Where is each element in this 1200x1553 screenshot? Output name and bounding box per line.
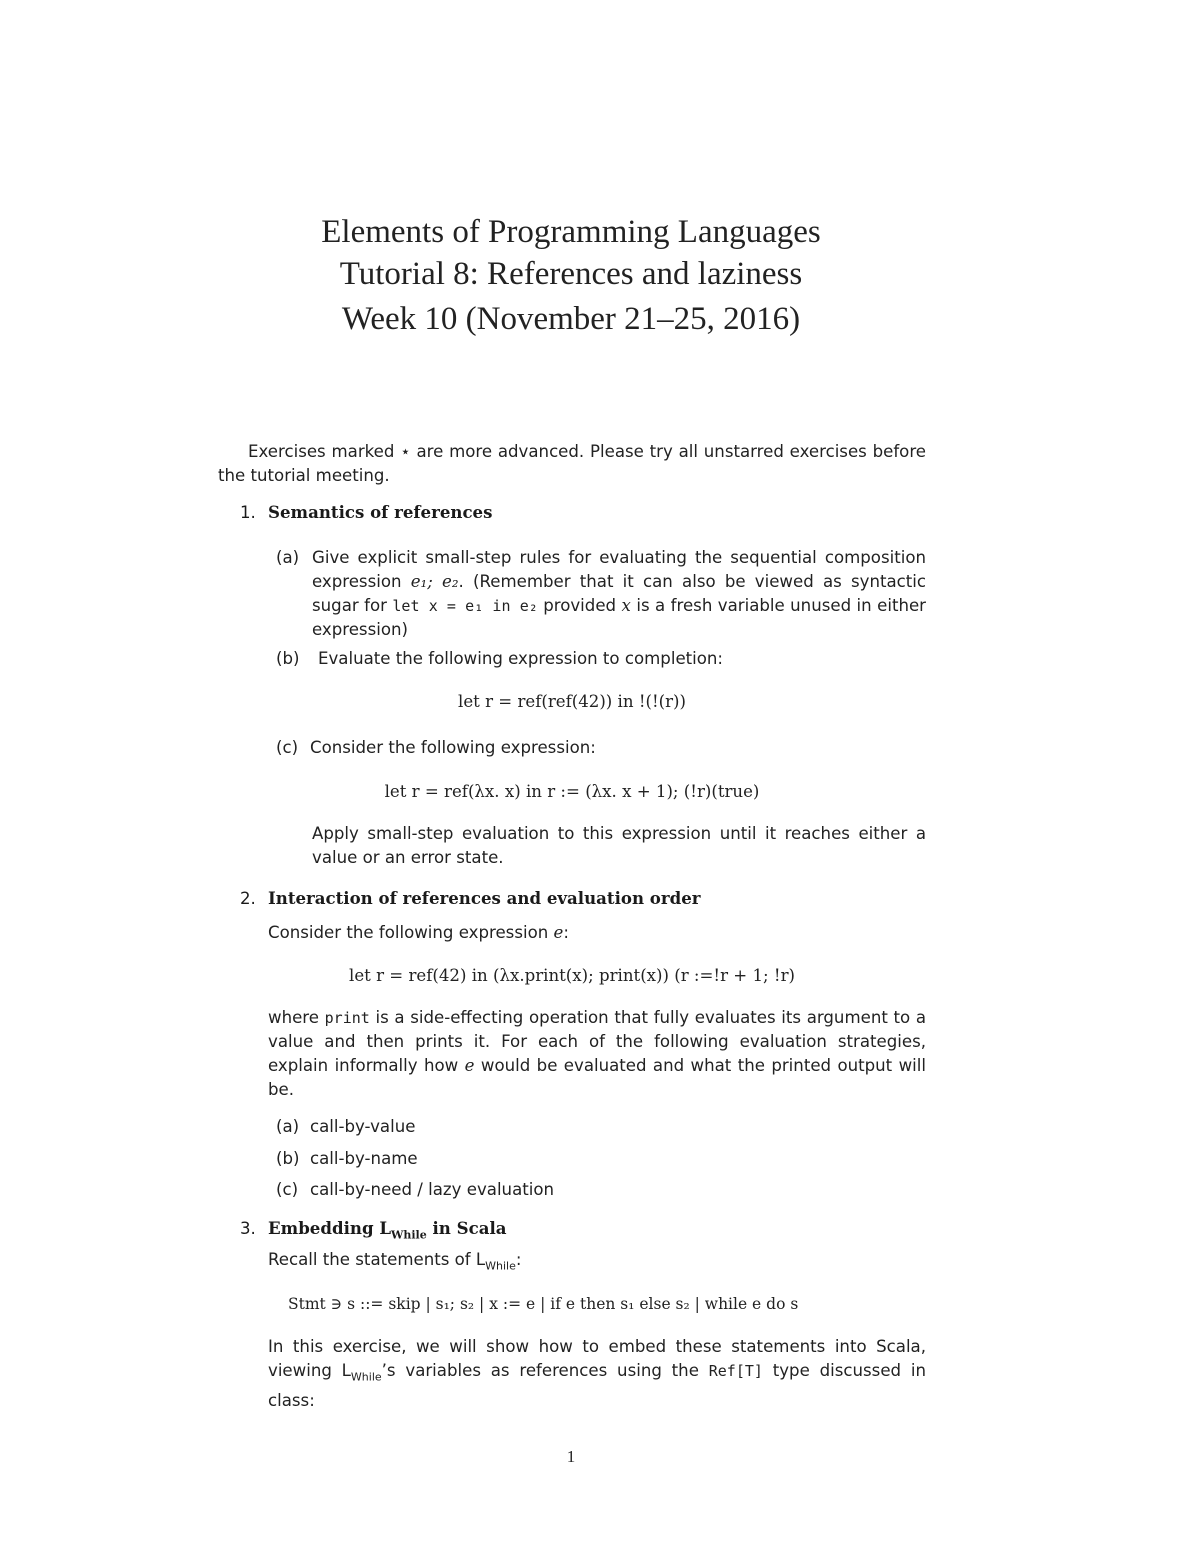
- q3-body: In this exercise, we will show how to embed these statements into Scala, viewing $L_{While}’s$ variables as references using the Ref[T] type discussed in class:: [268, 1337, 926, 1411]
- code-snippet: let x = e₁ in e₂: [392, 597, 538, 615]
- q1c-label: (c): [276, 738, 299, 757]
- q2b-label: (b): [276, 1149, 300, 1168]
- q2a-text: call-by-value: [310, 1117, 416, 1136]
- q2-where: where print is a side-effecting operation that fully evaluates its argument to a value and then prints it. For each of the following evaluation strategies, explain informally how e would be evaluated and what the printed output will be.: [268, 1008, 927, 1099]
- q1a-text: Give explicit small-step rules for evaluating the sequential composition expression e₁; e₂. (Remember that it can also be viewed as syntactic sugar for let x = e₁ in e₂ provided x is a fresh variable unused in either expression): [312, 548, 927, 639]
- q3-recall: Recall the statements of $L_{While}$:: [268, 1250, 522, 1273]
- q3-grammar: Stmt ∋ s ::= skip | s₁; s₂ | x := e | if e then s₁ else s₂ | while e do s: [288, 1295, 799, 1313]
- intro-paragraph: Exercises marked ⋆ are more advanced. Please try all unstarred exercises before the tutorial meeting.: [218, 442, 927, 485]
- document-subtitle: Tutorial 8: References and laziness: [339, 256, 803, 292]
- question-3-heading: 3. Embedding $L_{While}$ in Scala: [240, 1218, 507, 1242]
- q2-intro: Consider the following expression e:: [268, 923, 569, 942]
- page-number: 1: [566, 1447, 576, 1466]
- q1c-math: let r = ref(λx. x) in r := (λx. x + 1); (!r)(true): [384, 782, 760, 801]
- star-icon: ⋆: [400, 442, 411, 461]
- q2c-label: (c): [276, 1180, 299, 1199]
- question-1-heading: 1. Semantics of references: [240, 502, 493, 522]
- question-2-heading: 2. Interaction of references and evaluation order: [240, 888, 701, 908]
- q1c-after: Apply small-step evaluation to this expression until it reaches either a value or an error state.: [312, 824, 926, 867]
- q1a-label: (a): [276, 548, 300, 567]
- q2a-label: (a): [276, 1117, 300, 1136]
- document-week: Week 10 (November 21–25, 2016): [341, 301, 801, 337]
- q1c-text: Consider the following expression:: [310, 738, 596, 757]
- q2b-text: call-by-name: [310, 1149, 418, 1168]
- document-title: Elements of Programming Languages: [321, 214, 821, 250]
- q1b-math: let r = ref(ref(42)) in !(!(r)): [458, 692, 686, 711]
- q2-math: let r = ref(42) in (λx.print(x); print(x)) (r :=!r + 1; !r): [349, 966, 795, 985]
- code-snippet: Ref[T]: [708, 1362, 763, 1380]
- q2c-text: call-by-need / lazy evaluation: [310, 1180, 555, 1199]
- q1b-text: Evaluate the following expression to completion:: [318, 649, 724, 668]
- code-snippet: print: [324, 1009, 370, 1027]
- q1b-label: (b): [276, 649, 300, 668]
